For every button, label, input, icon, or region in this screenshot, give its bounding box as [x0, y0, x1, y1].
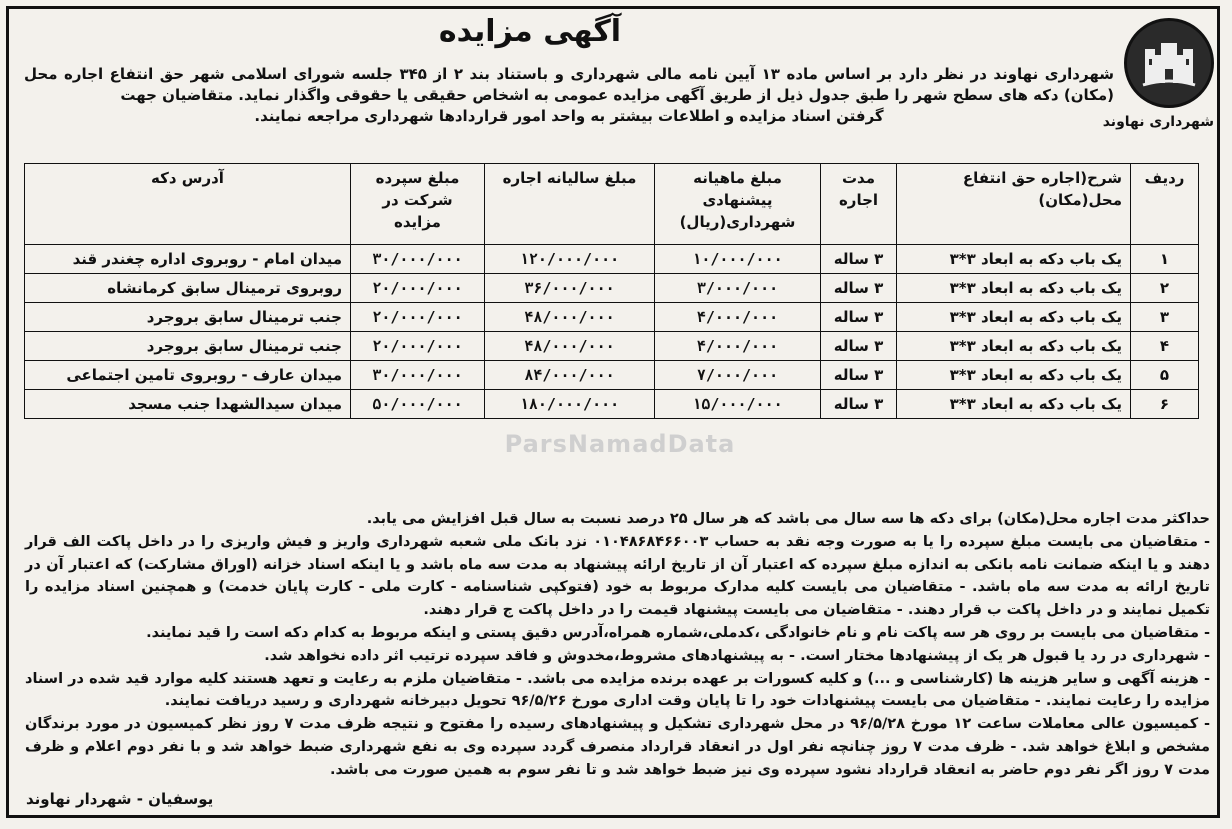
cell-description: یک باب دکه به ابعاد ۳*۳	[897, 245, 1131, 274]
terms-section	[25, 508, 1210, 782]
cell-row-number: ۴	[1131, 332, 1199, 361]
intro-paragraph	[24, 64, 1114, 127]
table-row	[25, 332, 1199, 361]
table-row	[25, 390, 1199, 419]
cell-row-number: ۵	[1131, 361, 1199, 390]
cell-address: میدان امام - روبروی اداره چغندر قند	[25, 245, 351, 274]
header-description: شرح(اجاره حق انتفاع محل(مکان)	[897, 164, 1131, 245]
cell-duration: ۳ ساله	[821, 245, 897, 274]
cell-deposit: ۵۰/۰۰۰/۰۰۰	[351, 390, 485, 419]
header-address: آدرس دکه	[25, 164, 351, 245]
cell-description: یک باب دکه به ابعاد ۳*۳	[897, 332, 1131, 361]
cell-row-number: ۶	[1131, 390, 1199, 419]
cell-deposit: ۲۰/۰۰۰/۰۰۰	[351, 274, 485, 303]
cell-yearly-amount: ۱۲۰/۰۰۰/۰۰۰	[485, 245, 655, 274]
header-monthly-amount: مبلغ ماهیانه پیشنهادی شهرداری(ریال)	[655, 164, 821, 245]
cell-address: روبروی ترمینال سابق کرمانشاه	[25, 274, 351, 303]
terms-paragraph: حداکثر مدت اجاره محل(مکان) برای دکه ها سه سال می باشد که هر سال ۲۵ درصد نسبت به سال قبل افزایش می یابد.	[366, 511, 1210, 527]
terms-paragraph: - متقاضیان می بایست مبلغ سپرده را یا به صورت وجه نقد به حساب ۰۱۰۴۸۶۸۴۶۶۰۰۳ نزد بانک ملی شعبه شهرداری واریز و فیش واریزی را در داخل پاکت الف قرار دهند و یا اینکه ضمانت نامه بانکی به اندازه مبلغ سپرده که اعتبار آن از تاریخ ارائه پیشنهاد به مدت سه ماه باشد و یا اینکه اسناد خزانه (اوراق مشارکت) که اعتبار آن در تاریخ ارائه به مدت سه ماه باشد. - متقاضیان می بایست کلیه مدارک مربوط به خود (فتوکپی شناسنامه - کارت ملی - کارت پایان خدمت) و همچنین اسناد مزایده را تکمیل نمایند و در داخل پاکت ب قرار دهند. - متقاضیان می بایست پیشنهاد قیمت را در داخل پاکت ج قرار دهند.	[25, 533, 1210, 619]
table-row	[25, 361, 1199, 390]
watermark: ParsNamadData	[504, 430, 736, 458]
cell-deposit: ۲۰/۰۰۰/۰۰۰	[351, 303, 485, 332]
header-duration: مدت اجاره	[821, 164, 897, 245]
cell-duration: ۳ ساله	[821, 274, 897, 303]
terms-paragraph: - کمیسیون عالی معاملات ساعت ۱۲ مورخ ۹۶/۵/۲۸ در محل شهرداری تشکیل و پیشنهادهای رسیده را مفتوح و نتیجه ظرف مدت ۷ روز نظر کمیسیون در مورد برندگان مشخص و ابلاغ خواهد شد. - ظرف مدت ۷ روز چنانچه نفر اول در انعقاد قرارداد منصرف گردد سپرده وی به نفع شهرداری ضبط خواهد شد و با نفر دوم اعلام و ظرف مدت ۷ روز اگر نفر دوم حاضر به انعقاد قرارداد نشود سپرده وی نیز ضبط خواهد شد و تا نفر سوم به همین صورت می باشد.	[25, 716, 1211, 778]
cell-monthly-amount: ۴/۰۰۰/۰۰۰	[655, 332, 821, 361]
intro-line: محل (مکان) دکه های سطح شهر را طبق جدول ذیل از طریق آگهی مزایده عمومی به اشخاص حقیقی یا حقوقی واگذار نماید. متقاضیان جهت	[24, 65, 1114, 104]
logo-caption: شهرداری نهاوند	[1102, 114, 1214, 130]
terms-paragraph: - شهرداری در رد یا قبول هر یک از پیشنهادها مختار است. - به پیشنهادهای مشروط،مخدوش و فاقد سپرده ترتیب اثر داده نخواهد شد.	[264, 647, 1210, 664]
cell-address: جنب ترمینال سابق بروجرد	[25, 303, 351, 332]
terms-paragraph: - هزینه آگهی و سایر هزینه ها (کارشناسی و ...) و کلیه کسورات بر عهده برنده مزایده می باشد. - متقاضیان ملزم به رعایت و تعهد هستند کلیه موارد قید شده در اسناد مزایده را رعایت نمایند. - متقاضیان می بایست پیشنهادات خود را تا پایان وقت اداری مورخ ۹۶/۵/۲۶ تحویل دبیرخانه شهرداری و رسید دریافت نمایند.	[25, 670, 1210, 710]
intro-line: گرفتن اسناد مزایده و اطلاعات بیشتر به واحد امور قراردادها شهرداری مراجعه نمایند.	[254, 107, 884, 125]
cell-row-number: ۱	[1131, 245, 1199, 274]
cell-monthly-amount: ۳/۰۰۰/۰۰۰	[655, 274, 821, 303]
table-row	[25, 274, 1199, 303]
terms-paragraph: - متقاضیان می بایست بر روی هر سه پاکت نام و نام خانوادگی ،کدملی،شماره همراه،آدرس دقیق پستی و اینکه مربوط به کدام دکه است را قید نمایند.	[146, 624, 1210, 641]
table-row	[25, 303, 1199, 332]
cell-duration: ۳ ساله	[821, 390, 897, 419]
cell-row-number: ۳	[1131, 303, 1199, 332]
cell-address: میدان عارف - روبروی تامین اجتماعی	[25, 361, 351, 390]
table-header-row	[25, 164, 1199, 245]
cell-description: یک باب دکه به ابعاد ۳*۳	[897, 361, 1131, 390]
header-deposit: مبلغ سپرده شرکت در مزایده	[351, 164, 485, 245]
cell-deposit: ۲۰/۰۰۰/۰۰۰	[351, 332, 485, 361]
cell-monthly-amount: ۴/۰۰۰/۰۰۰	[655, 303, 821, 332]
cell-deposit: ۳۰/۰۰۰/۰۰۰	[351, 361, 485, 390]
header-row-number: ردیف	[1131, 164, 1199, 245]
cell-duration: ۳ ساله	[821, 361, 897, 390]
intro-line: شهرداری نهاوند در نظر دارد بر اساس ماده ۱۳ آیین نامه مالی شهرداری و باستناد بند ۲ از ۳۴۵ جلسه شورای اسلامی شهر حق انتفاع اجاره	[64, 65, 1114, 83]
cell-address: میدان سیدالشهدا جنب مسجد	[25, 390, 351, 419]
cell-duration: ۳ ساله	[821, 332, 897, 361]
cell-yearly-amount: ۸۴/۰۰۰/۰۰۰	[485, 361, 655, 390]
header-yearly-amount: مبلغ سالیانه اجاره	[485, 164, 655, 245]
cell-yearly-amount: ۳۶/۰۰۰/۰۰۰	[485, 274, 655, 303]
cell-monthly-amount: ۱۰/۰۰۰/۰۰۰	[655, 245, 821, 274]
cell-description: یک باب دکه به ابعاد ۳*۳	[897, 303, 1131, 332]
castle-emblem-icon	[1124, 18, 1214, 108]
mayor-signature: یوسفیان - شهردار نهاوند	[26, 790, 214, 808]
cell-address: جنب ترمینال سابق بروجرد	[25, 332, 351, 361]
municipality-logo	[1102, 18, 1214, 143]
notice-title: آگهی مزایده	[438, 14, 622, 49]
cell-row-number: ۲	[1131, 274, 1199, 303]
table-row	[25, 245, 1199, 274]
cell-monthly-amount: ۷/۰۰۰/۰۰۰	[655, 361, 821, 390]
cell-description: یک باب دکه به ابعاد ۳*۳	[897, 390, 1131, 419]
cell-duration: ۳ ساله	[821, 303, 897, 332]
cell-deposit: ۳۰/۰۰۰/۰۰۰	[351, 245, 485, 274]
cell-monthly-amount: ۱۵/۰۰۰/۰۰۰	[655, 390, 821, 419]
cell-yearly-amount: ۱۸۰/۰۰۰/۰۰۰	[485, 390, 655, 419]
cell-yearly-amount: ۴۸/۰۰۰/۰۰۰	[485, 332, 655, 361]
cell-description: یک باب دکه به ابعاد ۳*۳	[897, 274, 1131, 303]
auction-table	[24, 163, 1199, 419]
cell-yearly-amount: ۴۸/۰۰۰/۰۰۰	[485, 303, 655, 332]
